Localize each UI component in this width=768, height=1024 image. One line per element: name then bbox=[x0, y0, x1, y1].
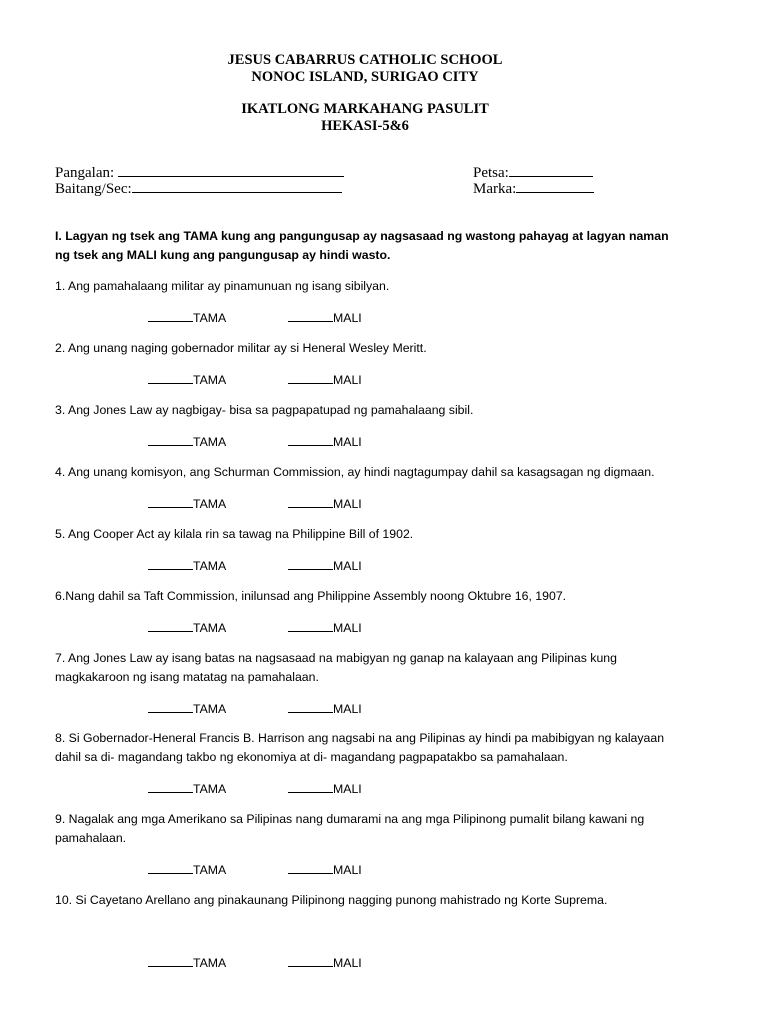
choice-label: MALI bbox=[333, 782, 362, 796]
choice-tama[interactable] bbox=[148, 495, 226, 512]
answer-blank[interactable] bbox=[288, 954, 333, 967]
choice-label: TAMA bbox=[193, 956, 227, 970]
choice-tama[interactable] bbox=[148, 700, 226, 717]
date-label: Petsa: bbox=[473, 165, 509, 181]
choice-label: MALI bbox=[333, 435, 362, 449]
answer-blank[interactable] bbox=[148, 495, 193, 508]
school-name: JESUS CABARRUS CATHOLIC SCHOOL bbox=[227, 52, 503, 68]
choice-mali[interactable] bbox=[288, 371, 362, 388]
choice-mali[interactable] bbox=[288, 619, 362, 636]
choice-tama[interactable] bbox=[148, 309, 226, 326]
name-blank[interactable] bbox=[118, 164, 344, 177]
choice-label: TAMA bbox=[193, 782, 227, 796]
score-blank[interactable] bbox=[516, 180, 594, 193]
answer-blank[interactable] bbox=[148, 619, 193, 632]
choice-mali[interactable] bbox=[288, 954, 362, 971]
choice-label: MALI bbox=[333, 497, 362, 511]
choice-label: MALI bbox=[333, 559, 362, 573]
choice-label: TAMA bbox=[193, 435, 227, 449]
choice-label: TAMA bbox=[193, 621, 227, 635]
answer-blank[interactable] bbox=[288, 371, 333, 384]
instruction-text: I. Lagyan ng tsek ang TAMA kung ang pangungusap ay nagsasaad ng wastong pahayag at lagyan naman ng tsek ang MALI kung ang pangungusap ay hindi wasto. bbox=[55, 229, 669, 262]
name-label: Pangalan: bbox=[55, 165, 115, 181]
question-7: 7. Ang Jones Law ay isang batas na nagsasaad na mabigyan ng ganap na kalayaan ang Pilipinas kung magkakaroon ng isang matatag na pamahalaan. bbox=[55, 651, 617, 684]
choice-tama[interactable] bbox=[148, 780, 226, 797]
score-label: Marka: bbox=[473, 181, 517, 197]
choice-label: MALI bbox=[333, 702, 362, 716]
answer-blank[interactable] bbox=[148, 954, 193, 967]
choice-mali[interactable] bbox=[288, 557, 362, 574]
question-9: 9. Nagalak ang mga Amerikano sa Pilipinas nang dumarami na ang mga Pilipinong pumalit bilang kawani ng pamahalaan. bbox=[55, 812, 645, 845]
answer-blank[interactable] bbox=[288, 495, 333, 508]
question-4: 4. Ang unang komisyon, ang Schurman Commission, ay hindi nagtagumpay dahil sa kasagsagan ng digmaan. bbox=[55, 465, 655, 479]
choice-mali[interactable] bbox=[288, 433, 362, 450]
choice-tama[interactable] bbox=[148, 433, 226, 450]
choice-tama[interactable] bbox=[148, 954, 226, 971]
answer-blank[interactable] bbox=[288, 309, 333, 322]
section-blank[interactable] bbox=[132, 180, 342, 193]
answer-blank[interactable] bbox=[148, 371, 193, 384]
answer-blank[interactable] bbox=[288, 433, 333, 446]
choice-mali[interactable] bbox=[288, 861, 362, 878]
choice-tama[interactable] bbox=[148, 557, 226, 574]
question-3: 3. Ang Jones Law ay nagbigay- bisa sa pagpapatupad ng pamahalaang sibil. bbox=[55, 403, 474, 417]
answer-blank[interactable] bbox=[288, 619, 333, 632]
choice-label: MALI bbox=[333, 863, 362, 877]
choice-label: MALI bbox=[333, 956, 362, 970]
question-1: 1. Ang pamahalaang militar ay pinamunuan ng isang sibilyan. bbox=[55, 279, 390, 293]
choice-label: TAMA bbox=[193, 702, 227, 716]
answer-blank[interactable] bbox=[148, 780, 193, 793]
answer-blank[interactable] bbox=[148, 700, 193, 713]
choice-label: MALI bbox=[333, 621, 362, 635]
answer-blank[interactable] bbox=[148, 433, 193, 446]
score-field[interactable] bbox=[473, 180, 594, 198]
choice-mali[interactable] bbox=[288, 309, 362, 326]
choice-label: MALI bbox=[333, 373, 362, 387]
exam-title: IKATLONG MARKAHANG PASULIT bbox=[241, 101, 489, 117]
question-6: 6.Nang dahil sa Taft Commission, inilunsad ang Philippine Assembly noong Oktubre 16, 1907. bbox=[55, 589, 567, 603]
answer-blank[interactable] bbox=[288, 861, 333, 874]
subject-title: HEKASI-5&6 bbox=[321, 118, 409, 134]
date-blank[interactable] bbox=[509, 164, 593, 177]
choice-label: TAMA bbox=[193, 311, 227, 325]
answer-blank[interactable] bbox=[148, 309, 193, 322]
choice-label: TAMA bbox=[193, 863, 227, 877]
choice-label: TAMA bbox=[193, 497, 227, 511]
answer-blank[interactable] bbox=[148, 557, 193, 570]
choice-mali[interactable] bbox=[288, 780, 362, 797]
choice-tama[interactable] bbox=[148, 619, 226, 636]
answer-blank[interactable] bbox=[148, 861, 193, 874]
choice-mali[interactable] bbox=[288, 700, 362, 717]
question-10: 10. Si Cayetano Arellano ang pinakaunang Pilipinong nagging punong mahistrado ng Korte Suprema. bbox=[55, 893, 608, 907]
question-2: 2. Ang unang naging gobernador militar ay si Heneral Wesley Meritt. bbox=[55, 341, 427, 355]
choice-tama[interactable] bbox=[148, 861, 226, 878]
choice-label: TAMA bbox=[193, 373, 227, 387]
choice-label: TAMA bbox=[193, 559, 227, 573]
section-field[interactable] bbox=[55, 180, 342, 198]
section-label: Baitang/Sec: bbox=[55, 181, 132, 197]
choice-label: MALI bbox=[333, 311, 362, 325]
question-8: 8. Si Gobernador-Heneral Francis B. Harrison ang nagsabi na ang Pilipinas ay hindi pa mabibigyan ng kalayaan dahil sa di- magandang takbo ng ekonomiya at di- magandang pagpapatakbo sa pamahalaan. bbox=[55, 731, 665, 764]
answer-blank[interactable] bbox=[288, 700, 333, 713]
answer-blank[interactable] bbox=[288, 780, 333, 793]
choice-tama[interactable] bbox=[148, 371, 226, 388]
question-5: 5. Ang Cooper Act ay kilala rin sa tawag na Philippine Bill of 1902. bbox=[55, 527, 414, 541]
choice-mali[interactable] bbox=[288, 495, 362, 512]
school-location: NONOC ISLAND, SURIGAO CITY bbox=[251, 69, 479, 85]
answer-blank[interactable] bbox=[288, 557, 333, 570]
